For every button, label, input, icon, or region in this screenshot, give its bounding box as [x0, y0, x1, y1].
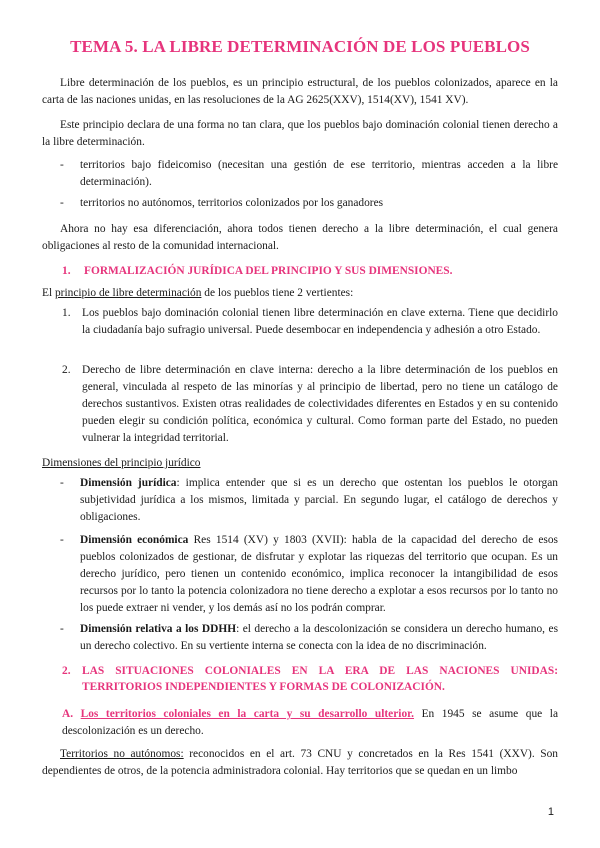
paragraph: Ahora no hay esa diferenciación, ahora todos tienen derecho a la libre determinación, el cual genera obligaciones al resto de la comunidad internacional. [42, 223, 558, 252]
list-item [62, 475, 558, 526]
numbered-item [62, 362, 558, 447]
principle-paragraph: Este principio declara de una forma no tan clara, que los pueblos bajo dominación colonial tienen derecho a la libre determinación. [42, 119, 558, 148]
section-title: LAS SITUACIONES COLONIALES EN LA ERA DE LAS NACIONES UNIDAS: TERRITORIOS INDEPENDIENTES Y FORMAS DE COLONIZACIÓN. [82, 665, 558, 693]
item-text: Los pueblos bajo dominación colonial tienen libre determinación en clave externa. Tiene que decidirlo la ciudadanía bajo sufragio universal. Puede desembocar en independencia y adhesión a otro Estado. [82, 307, 558, 336]
text-span: de los pueblos tiene 2 vertientes: [201, 287, 354, 299]
section-number: 1. [62, 265, 71, 277]
subsection-title: Los territorios coloniales en la carta y su desarrollo ulterior. [80, 708, 415, 720]
paragraph [42, 285, 558, 302]
dash-bullet: - [60, 477, 64, 489]
dash-bullet: - [60, 534, 64, 546]
list-item [62, 621, 558, 655]
list-item-text [62, 532, 558, 617]
page-title: TEMA 5. LA LIBRE DETERMINACIÓN DE LOS PUEBLOS [70, 37, 530, 56]
item-number: 2. [62, 364, 71, 376]
text-span: El [42, 287, 55, 299]
list-item-text: territorios no autónomos, territorios colonizados por los ganadores [80, 197, 384, 209]
text-span: reconocidos en el art. 73 CNU y concretados en la Res 1541 (XXV). Son dependientes de otros, de la potencia administradora colonial. Hay territorios que se quedan en un limbo [42, 748, 559, 777]
underlined-term: Territorios no autónomos: [60, 748, 184, 760]
bold-term: Dimensión jurídica [80, 477, 177, 489]
list-item [62, 195, 558, 212]
numbered-item [62, 305, 558, 339]
subsection-letter: A. [62, 708, 74, 720]
section-number: 2. [62, 665, 71, 677]
underlined-term: principio de libre determinación [54, 287, 202, 299]
text-span: : el derecho a la descolonización se considera un derecho humano, es un derecho colectivo. En su vertiente interna se conecta con la idea de no discriminación. [80, 623, 558, 652]
text-span: Res 1514 (XV) y 1803 (XVII): habla de la capacidad del derecho de esos pueblos colonizados de gestionar, de disfrutar y explotar las riquezas del territorio que ocupan. Es un derecho jurídico, pero tienen un contenido económico, implica reconocer la intangibilidad de esos recursos por lo tanto la potencia colonizadora no tiene derecho a explotar a esos recursos por lo tanto no los puede extraer ni vender, y los demás así no los podrán comprar. [80, 534, 558, 614]
text-span: : implica entender que si es un derecho que ostentan los pueblos le otorgan subjetividad jurídica a los mismos, limitada y parcial. En segundo lugar, el catálogo de derechos y obligaciones. [80, 477, 558, 523]
list-item-text: territorios bajo fideicomiso (necesitan una gestión de ese territorio, mientras acceden a la libre determinación). [80, 159, 558, 188]
intro-paragraph: Libre determinación de los pueblos, es un principio estructural, de los pueblos colonizados, aparece en la carta de las naciones unidas, en las resoluciones de la AG 2625(XXV), 1514(XV), 1541 XV). [42, 77, 558, 106]
section-title: FORMALIZACIÓN JURÍDICA DEL PRINCIPIO Y SUS DIMENSIONES. [84, 265, 453, 277]
item-number: 1. [62, 307, 71, 319]
text-span: En 1945 se asume que la descolonización es un derecho. [62, 708, 558, 737]
item-text: Derecho de libre determinación en clave interna: derecho a la libre determinación de los pueblos en general, vinculada al respeto de las minorías y al principio de libertad, pero no tiene un catálogo de derechos sustantivos. Existen otras realidades de colectividades diferentes en Estados y en su contenido pueden elegir su condición política, económica y cultural. Como forman parte del Estado, no pueden vulnerar la integridad territorial. [82, 364, 558, 444]
page-number: 1 [547, 806, 554, 818]
list-item [62, 157, 558, 191]
subsection-a [62, 706, 558, 740]
dash-bullet: - [60, 197, 64, 209]
section-heading-2 [42, 663, 558, 695]
bold-term: Dimensión económica [80, 534, 189, 546]
dash-bullet: - [60, 159, 64, 171]
list-item-text [62, 621, 558, 655]
dash-bullet: - [60, 623, 64, 635]
bold-term: Dimensión relativa a los DDHH [80, 623, 237, 635]
subheading-dimensiones: Dimensiones del principio jurídico [42, 457, 201, 469]
paragraph [42, 746, 558, 780]
list-item-text [62, 475, 558, 526]
list-item [62, 532, 558, 617]
section-heading-1 [42, 263, 558, 279]
